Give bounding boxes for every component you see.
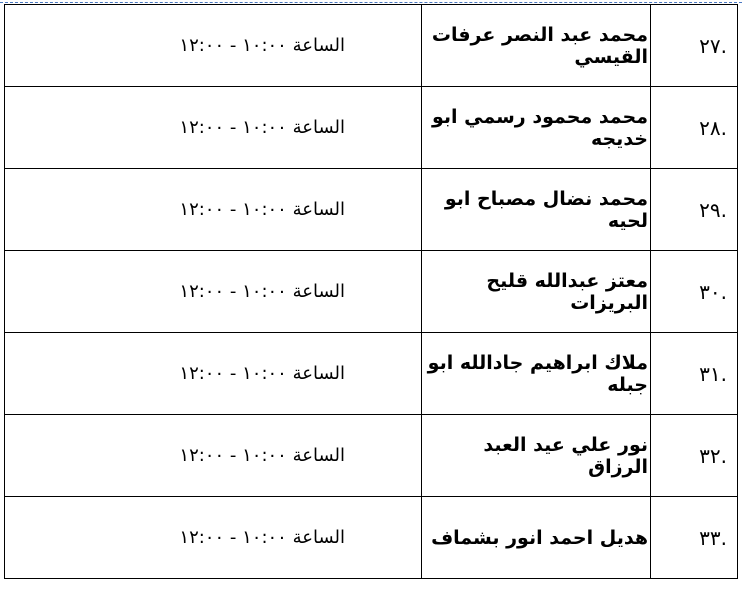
- student-name-cell: [422, 87, 651, 169]
- exam-time-cell: [5, 415, 422, 497]
- student-name: محمد نضال مصباح ابو لحيه: [444, 187, 648, 232]
- table-row: [5, 497, 738, 579]
- table-row: [5, 169, 738, 251]
- row-number: .٢٨: [699, 115, 727, 140]
- student-name: محمد محمود رسمي ابو خديجه: [431, 105, 648, 150]
- row-number: .٣٠: [699, 279, 727, 304]
- student-name-cell: [422, 251, 651, 333]
- exam-time-cell: [5, 497, 422, 579]
- exam-time: الساعة ١٠:٠٠ - ١٢:٠٠: [179, 527, 345, 548]
- student-name: هديل احمد انور بشماف: [431, 526, 648, 549]
- row-number: .٣٣: [699, 525, 727, 550]
- student-name: نور علي عيد العبد الرزاق: [483, 433, 648, 478]
- exam-time-cell: [5, 333, 422, 415]
- student-name: ملاك ابراهيم جادالله ابو جبله: [427, 351, 648, 396]
- row-number-cell: [651, 497, 738, 579]
- row-number-cell: [651, 87, 738, 169]
- student-name-cell: [422, 5, 651, 87]
- exam-time-cell: [5, 5, 422, 87]
- table-row: [5, 333, 738, 415]
- table-row: [5, 415, 738, 497]
- table-row: [5, 87, 738, 169]
- row-number: .٣١: [699, 361, 727, 386]
- student-name: محمد عبد النصر عرفات القيسي: [431, 23, 648, 68]
- exam-time: الساعة ١٠:٠٠ - ١٢:٠٠: [179, 199, 345, 220]
- row-number-cell: [651, 5, 738, 87]
- schedule-table: [4, 4, 738, 579]
- exam-time-cell: [5, 169, 422, 251]
- row-number: .٢٧: [699, 33, 727, 58]
- row-number-cell: [651, 251, 738, 333]
- student-name-cell: [422, 497, 651, 579]
- student-name-cell: [422, 415, 651, 497]
- exam-time: الساعة ١٠:٠٠ - ١٢:٠٠: [179, 445, 345, 466]
- exam-time-cell: [5, 87, 422, 169]
- exam-time: الساعة ١٠:٠٠ - ١٢:٠٠: [179, 281, 345, 302]
- student-name-cell: [422, 169, 651, 251]
- row-number-cell: [651, 333, 738, 415]
- row-number-cell: [651, 169, 738, 251]
- exam-time: الساعة ١٠:٠٠ - ١٢:٠٠: [179, 35, 345, 56]
- exam-time-cell: [5, 251, 422, 333]
- page-top-dashed-border: [0, 2, 742, 3]
- table-row: [5, 251, 738, 333]
- row-number: .٢٩: [699, 197, 727, 222]
- table-row: [5, 5, 738, 87]
- exam-time: الساعة ١٠:٠٠ - ١٢:٠٠: [179, 363, 345, 384]
- row-number: .٣٢: [699, 443, 727, 468]
- row-number-cell: [651, 415, 738, 497]
- exam-time: الساعة ١٠:٠٠ - ١٢:٠٠: [179, 117, 345, 138]
- student-name: معتز عبدالله قليح البريزات: [486, 269, 648, 314]
- student-name-cell: [422, 333, 651, 415]
